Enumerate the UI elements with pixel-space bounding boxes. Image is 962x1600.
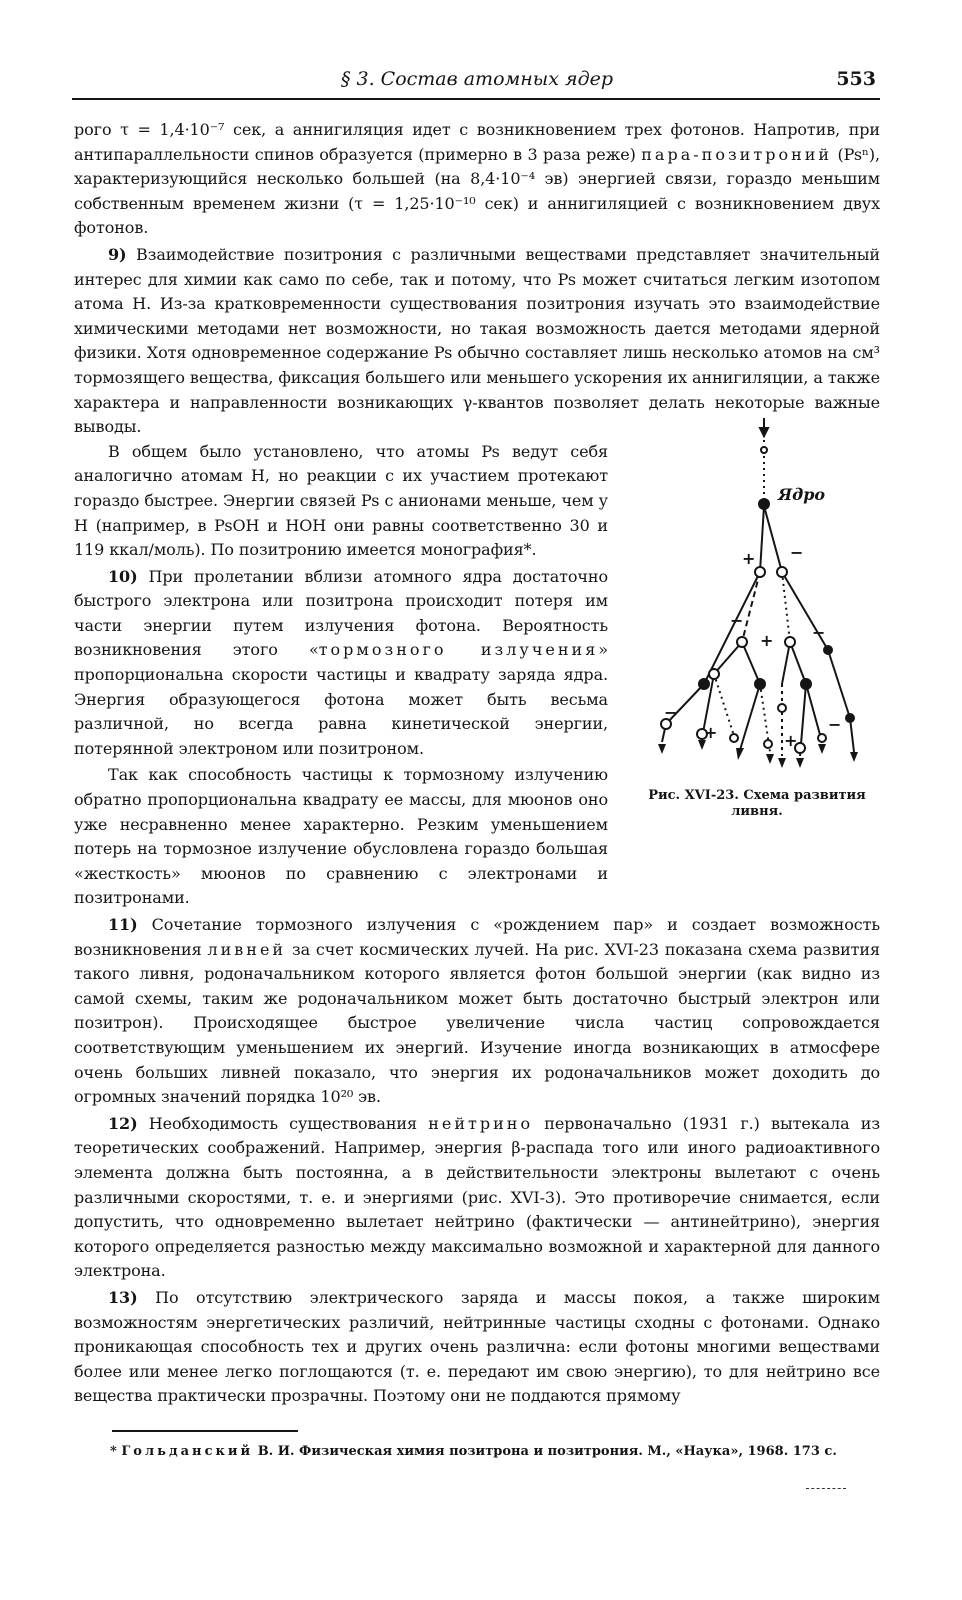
paragraph-13: 13) По отсутствию электрического заряда и массы покоя, а также широким возможностям энергетических различий, нейтринные частицы сходны с фотонами. Однако проникающая способность тех и других очень различна: если фотоны многими веществами более или менее легко поглощаются (т. е. передают им свою энергию), то для нейтрино все вещества практически прозрачны. Поэтому они не поддаются прямому — [74, 1287, 880, 1406]
svg-text:−: − — [730, 611, 744, 630]
term-para-positronium: пара-позитроний — [641, 144, 833, 164]
svg-text:−: − — [812, 623, 826, 642]
svg-text:−: − — [828, 715, 842, 734]
paragraph-9b: В общем было установлено, что атомы Ps ведут себя аналогично атомам Н, но реакции с их участием протекают гораздо быстрее. Энергии связей Ps с анионами меньше, чем у Н (например, в PsOH и НОН они равны соответственно 30 и 119 ккал/моль). По позитронию имеется монография*. — [74, 441, 608, 560]
svg-text:−: − — [790, 543, 804, 562]
figure-shower-diagram — [632, 412, 882, 832]
footnote: * Гольданский В. И. Физическая химия позитрона и позитрония. М., «Наука», 1968. 173 с. — [110, 1444, 837, 1459]
term-bremsstrahlung: тормозного излучения — [318, 640, 599, 660]
item-number: 11) — [108, 915, 138, 934]
paragraph-continued: рого τ = 1,4·10⁻⁷ сек, а аннигиляция идет с возникновением трех фотонов. Напротив, при антипараллельности спинов образуется (примерно в 3 раза реже) пара-позитроний (Psⁿ), характеризующийся несколько большей (на 8,4·10⁻⁴ эв) энергией связи, гораздо меньшим собственным временем жизни (τ = 1,25·10⁻¹⁰ сек) и аннигиляцией с возникновением двух фотонов. — [74, 120, 880, 238]
footnote-rule — [112, 1430, 298, 1432]
item-number: 13) — [108, 1287, 138, 1307]
term-showers: ливней — [207, 939, 287, 959]
nucleus-label: Ядро — [778, 485, 826, 504]
svg-text:+: + — [704, 723, 718, 742]
header-rule — [72, 98, 880, 100]
paragraph-9: 9) Взаимодействие позитрония с различными веществами представляет значительный интерес для химии как само по себе, так и потому, что Ps может считаться легким изотопом атома Н. Из-за кратковременности существования позитрония изучать это взаимодействие химическими методами нет возможности, но такая возможность дается методами ядерной физики. Хотя одновременное содержание Ps обычно составляет лишь несколько атомов на см³ тормозящего вещества, фиксация большего или меньшего ускорения их аннигиляции, а также характера и направленности возникающих γ-квантов позволяет делать некоторые важные выводы. — [74, 244, 880, 437]
paragraph-12: 12) Необходимость существования нейтрино первоначально (1931 г.) вытекала из теоретических соображений. Например, энергия β-распада того или иного радиоактивного элемента должна быть постоянна, а в действительности электроны вылетают с очень различными скоростями, т. е. и энергиями (рис. XVI-3). Это противоречие снимается, если допустить, что одновременно вылетает нейтрино (фактически — антинейтрино), энергия которого определяется разностью между максимально возможной и характерной для данного электрона. — [74, 1113, 880, 1281]
term-neutrino: нейтрино — [428, 1113, 534, 1133]
svg-text:+: + — [784, 731, 798, 750]
section-title: § 3. Состав атомных ядер — [340, 68, 614, 90]
svg-text:−: − — [664, 703, 678, 722]
item-number: 9) — [108, 244, 127, 264]
figure-caption: Рис. XVI-23. Схема развития ливня. — [648, 788, 866, 819]
shower-diagram-svg — [632, 412, 882, 782]
running-header — [72, 68, 882, 98]
page-number: 553 — [836, 68, 876, 90]
item-number: 12) — [108, 1113, 138, 1133]
page-mark — [806, 1488, 846, 1490]
footnote-author: Гольданский — [121, 1444, 254, 1459]
paragraph-11: 11) Сочетание тормозного излучения с «рождением пар» и создает возможность возникновения ливней за счет космических лучей. На рис. XVI-23 показана схема развития такого ливня, родоначальником которого является фотон большой энергии (как видно из самой схемы, таким же родоначальником может быть достаточно быстрый электрон или позитрон). Происходящее быстрое увеличение числа частиц сопровождается соответствующим уменьшением их энергий. Изучение иногда возникающих в атмосфере очень больших ливней показало, что энергия их родоначальников может доходить до огромных значений порядка 10²⁰ эв. — [74, 915, 880, 1107]
svg-text:+: + — [742, 549, 756, 568]
paragraph-10: 10) При пролетании вблизи атомного ядра достаточно быстрого электрона или позитрона происходит потеря им части энергии путем излучения фотона. Вероятность возникновения этого «тормозного излучения» пропорциональна скорости частицы и квадрату заряда ядра. Энергия образующегося фотона может быть весьма различной, но всегда равна кинетической энергии, потерянной электроном или позитроном. — [74, 566, 608, 758]
item-number: 10) — [108, 566, 138, 586]
svg-text:+: + — [760, 631, 774, 650]
paragraph-10c: Так как способность частицы к тормозному излучению обратно пропорциональна квадрату ее массы, для мюонов оно уже несравненно менее характерно. Резким уменьшением потерь на тормозное излучение обусловлена гораздо большая «жесткость» мюонов по сравнению с электронами и позитронами. — [74, 765, 608, 908]
